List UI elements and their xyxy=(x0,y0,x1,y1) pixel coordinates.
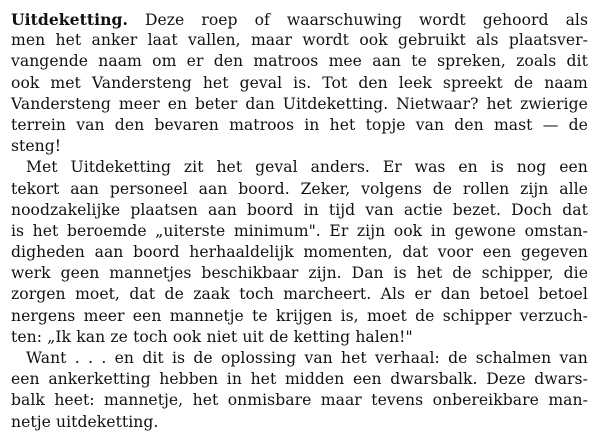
word: de xyxy=(432,179,453,198)
word: is xyxy=(11,221,25,240)
word: naam xyxy=(98,52,142,71)
word: gewone xyxy=(454,221,516,240)
word: Vandersteng xyxy=(11,94,111,113)
text-line xyxy=(11,348,588,369)
word: dwarsbalk. xyxy=(390,370,478,389)
word: verzuch- xyxy=(519,306,588,325)
paragraph-3 xyxy=(11,348,588,433)
word: is xyxy=(171,349,186,367)
word: den xyxy=(114,115,145,134)
word: moet xyxy=(366,306,407,325)
word: is xyxy=(490,158,504,177)
word: ze xyxy=(110,327,128,346)
word: ook xyxy=(11,73,40,92)
word: van xyxy=(76,115,105,134)
paragraph-2 xyxy=(11,157,588,348)
word: tevens xyxy=(371,391,424,410)
word: met xyxy=(50,73,81,92)
word: de xyxy=(415,306,435,325)
word: van xyxy=(365,200,394,219)
word: beroemde xyxy=(66,221,147,240)
term-heading: Uitdeketting. xyxy=(11,10,128,29)
word: Er xyxy=(382,158,402,177)
word: dat xyxy=(129,285,156,304)
word: en xyxy=(167,94,188,113)
word: moet, xyxy=(75,285,120,304)
word: was xyxy=(414,158,446,177)
word: aan xyxy=(94,243,124,262)
word: terrein xyxy=(11,115,67,134)
word: of xyxy=(254,11,270,29)
word: spreken, xyxy=(437,52,506,71)
word: anders. xyxy=(310,158,370,177)
word: om xyxy=(152,52,177,71)
word: aan xyxy=(372,52,402,71)
word: de xyxy=(164,285,184,304)
text-line xyxy=(11,221,588,242)
word: Want xyxy=(26,349,67,367)
word: gehoord xyxy=(482,11,549,29)
word: digheden xyxy=(11,243,85,262)
word: Uitdeketting. xyxy=(282,94,389,113)
word: . xyxy=(88,349,94,367)
word: . xyxy=(74,349,80,367)
word: het xyxy=(202,73,229,92)
text-line xyxy=(11,369,588,390)
word: ten: xyxy=(11,327,42,346)
word: heet: xyxy=(54,391,95,410)
word: beter xyxy=(195,94,238,113)
word: mannetjes xyxy=(109,264,192,283)
word: Er xyxy=(329,221,349,240)
word: schipper xyxy=(442,306,512,325)
word: boord xyxy=(246,200,294,219)
word: dat xyxy=(562,200,588,219)
word: waarschuwing xyxy=(286,11,403,29)
word: boord xyxy=(133,243,180,262)
word: laat xyxy=(147,31,178,50)
text-line xyxy=(11,242,588,263)
word: het xyxy=(192,391,219,410)
word: krijgen xyxy=(275,306,333,325)
word: ook xyxy=(393,221,423,240)
word: Deze xyxy=(486,370,526,389)
word: in xyxy=(303,200,319,219)
word: schipper, xyxy=(481,264,554,283)
text-line xyxy=(11,136,588,157)
text-line xyxy=(11,115,588,136)
word: betoel xyxy=(479,285,530,304)
word: kan xyxy=(76,327,106,346)
word: ketting xyxy=(293,327,351,346)
word: uit xyxy=(242,327,264,346)
word: Nietwaar? xyxy=(396,94,479,113)
text-line xyxy=(11,200,588,221)
word: meer xyxy=(118,94,160,113)
word: ankerketting xyxy=(48,370,151,389)
word: toch xyxy=(133,327,168,346)
word: dit xyxy=(142,349,164,367)
word: het xyxy=(216,158,243,177)
word: nergens xyxy=(11,306,76,325)
word: zaak xyxy=(193,285,230,304)
word: is, xyxy=(340,306,359,325)
word: is xyxy=(393,264,407,283)
text-line xyxy=(11,157,588,178)
word: oplossing xyxy=(220,349,297,367)
word: rollen xyxy=(462,179,510,198)
word: Vandersteng xyxy=(91,73,192,92)
word: in xyxy=(430,221,446,240)
word: netje xyxy=(11,412,51,431)
word: een xyxy=(132,306,162,325)
text-line xyxy=(11,73,588,94)
word: uitdeketting. xyxy=(56,412,159,431)
text-line xyxy=(11,284,588,305)
text-line xyxy=(11,94,588,115)
word: maar xyxy=(320,391,362,410)
word: tekort xyxy=(11,179,60,198)
word: vangende xyxy=(11,52,89,71)
word: „uiterste xyxy=(155,221,226,240)
word: wordt xyxy=(419,11,466,29)
word: aan xyxy=(198,179,228,198)
word: beschikbaar xyxy=(201,264,299,283)
word: geval xyxy=(255,158,298,177)
word: een xyxy=(11,370,40,389)
word: en xyxy=(458,158,478,177)
word: het xyxy=(32,221,59,240)
word: dwars- xyxy=(534,370,588,389)
word: verhaal: xyxy=(375,349,440,367)
word: de xyxy=(513,73,534,92)
text-line xyxy=(11,179,588,200)
word: den xyxy=(213,52,244,71)
word: midden xyxy=(284,370,345,389)
word: het xyxy=(486,94,513,113)
word: als xyxy=(565,11,588,29)
word: het xyxy=(250,370,277,389)
word: aan xyxy=(208,200,237,219)
word: de xyxy=(448,349,468,367)
word: roep xyxy=(201,11,238,29)
word: Doch xyxy=(511,200,553,219)
word: ook xyxy=(359,31,388,50)
word: mast xyxy=(493,115,533,134)
word: Zeker, xyxy=(300,179,351,198)
word: de xyxy=(568,115,588,134)
word: onbereikbare xyxy=(432,391,539,410)
word: van xyxy=(559,349,588,367)
word: tijd xyxy=(328,200,356,219)
word: naam xyxy=(544,73,588,92)
word: omstan- xyxy=(524,221,588,240)
word: de xyxy=(452,264,472,283)
word: er xyxy=(186,52,204,71)
word: van xyxy=(304,349,333,367)
word: bezet. xyxy=(452,200,501,219)
word: geval xyxy=(239,73,283,92)
word: een xyxy=(352,370,382,389)
text-line xyxy=(11,390,588,411)
word: het xyxy=(416,264,443,283)
word: mee xyxy=(328,52,362,71)
word: personeel xyxy=(109,179,188,198)
word: gebruikt xyxy=(398,31,466,50)
text-line xyxy=(11,9,588,30)
word: „Ik xyxy=(47,327,72,346)
word: vallen, xyxy=(187,31,241,50)
word: momenten, xyxy=(303,243,393,262)
word: herhaaldelijk xyxy=(189,243,294,262)
word: niet xyxy=(206,327,238,346)
word: leek xyxy=(398,73,432,92)
word: minimum". xyxy=(233,221,321,240)
word: mannetje xyxy=(169,306,244,325)
word: plaatsen xyxy=(130,200,198,219)
word: er xyxy=(414,285,432,304)
word: nog xyxy=(516,158,547,177)
em-dash: — xyxy=(542,115,559,134)
word: noodzakelijke xyxy=(11,200,121,219)
word: aan xyxy=(70,179,99,198)
word: het xyxy=(55,31,82,50)
word: halen!" xyxy=(355,327,413,346)
word: van xyxy=(415,115,445,134)
word: te xyxy=(411,52,427,71)
word: bevaren xyxy=(154,115,219,134)
word: zit xyxy=(183,158,204,177)
word: de xyxy=(193,349,213,367)
word: dit xyxy=(566,52,588,71)
word: de xyxy=(269,327,289,346)
word: een xyxy=(482,243,512,262)
word: zijn. xyxy=(308,264,342,283)
word: een xyxy=(559,158,588,177)
word: mannetje, xyxy=(104,391,184,410)
word: dat xyxy=(402,243,429,262)
text-line xyxy=(11,51,588,72)
text-line xyxy=(11,30,588,51)
word: zijn xyxy=(520,179,549,198)
word: dan xyxy=(440,285,471,304)
text-line xyxy=(11,306,588,327)
word: zorgen xyxy=(11,285,66,304)
word: onmisbare xyxy=(227,391,312,410)
word: maar xyxy=(250,31,292,50)
word: Dan xyxy=(351,264,384,283)
word: gegeven xyxy=(521,243,588,262)
word: schalmen xyxy=(475,349,552,367)
word: het xyxy=(341,349,367,367)
word: boord. xyxy=(238,179,290,198)
word: zwierige xyxy=(520,94,588,113)
word: zijn xyxy=(356,221,386,240)
word: als xyxy=(476,31,499,50)
word: is. xyxy=(293,73,312,92)
word: topje xyxy=(365,115,406,134)
word: Uitdeketting xyxy=(70,158,171,177)
text-line xyxy=(11,327,588,348)
word: werk xyxy=(11,264,51,283)
word: dan xyxy=(245,94,275,113)
word: matroos xyxy=(229,115,295,134)
word: toch xyxy=(239,285,274,304)
word: matroos xyxy=(253,52,319,71)
word: alle xyxy=(559,179,588,198)
word: marcheert. xyxy=(283,285,372,304)
word: . xyxy=(101,349,107,367)
word: spreekt xyxy=(442,73,503,92)
word: volgens xyxy=(361,179,422,198)
word: Met xyxy=(26,158,58,177)
word: men xyxy=(11,31,46,50)
word: hebben xyxy=(159,370,219,389)
word: Deze xyxy=(144,11,185,29)
word: het xyxy=(329,115,356,134)
word: man- xyxy=(548,391,588,410)
word: meer xyxy=(83,306,125,325)
word: in xyxy=(304,115,320,134)
word: ook xyxy=(172,327,202,346)
paragraph-1 xyxy=(11,9,588,157)
word: geen xyxy=(60,264,100,283)
text-line xyxy=(11,263,588,284)
word: den xyxy=(454,115,484,134)
word: te xyxy=(252,306,268,325)
word: zoals xyxy=(516,52,557,71)
word: den xyxy=(358,73,388,92)
word: Tot xyxy=(322,73,348,92)
word: in xyxy=(226,370,242,389)
word: actie xyxy=(403,200,443,219)
word: balk xyxy=(11,391,45,410)
word: plaatsver- xyxy=(508,31,588,50)
word: betoel xyxy=(538,285,588,304)
word: en xyxy=(114,349,135,367)
word: wordt xyxy=(302,31,350,50)
word: anker xyxy=(91,31,138,50)
text-line xyxy=(11,412,588,433)
word: Als xyxy=(380,285,406,304)
word: steng! xyxy=(11,137,62,156)
word: die xyxy=(563,264,588,283)
word: voor xyxy=(437,243,473,262)
